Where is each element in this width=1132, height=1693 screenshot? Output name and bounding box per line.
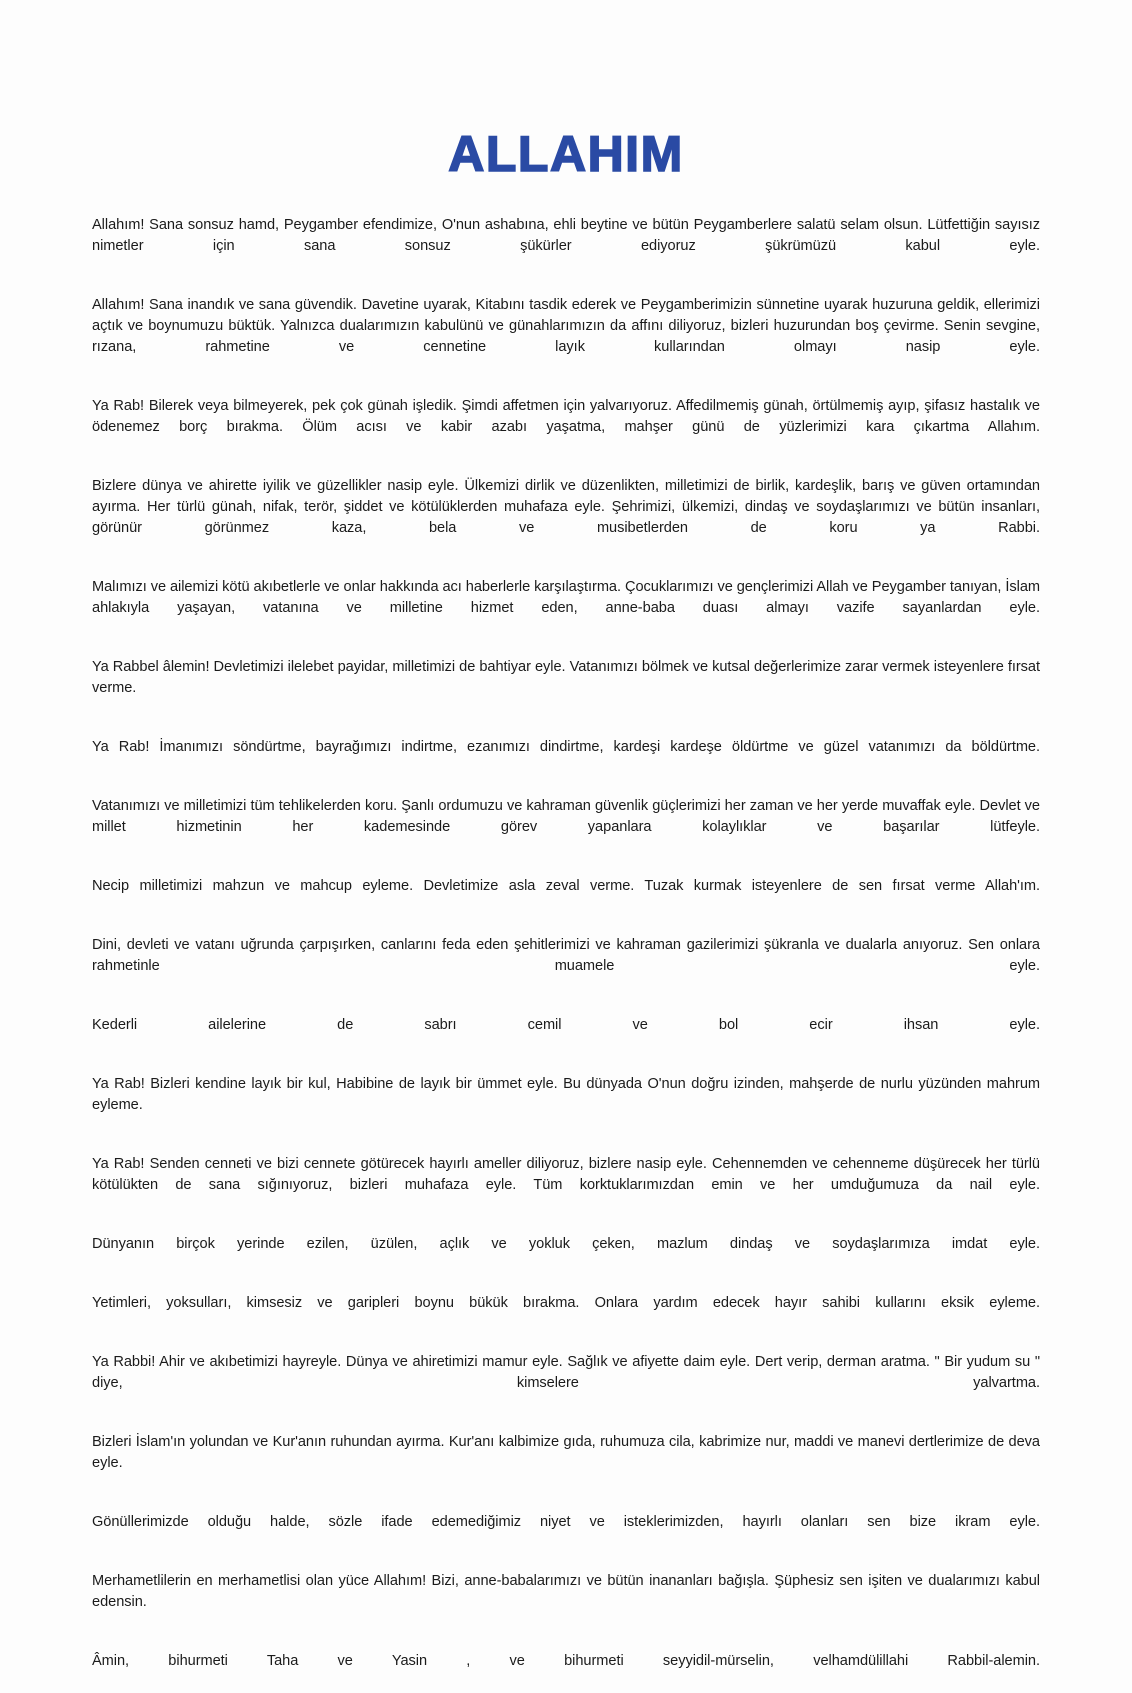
- body-paragraph: Allahım! Sana sonsuz hamd, Peygamber efendimize, O'nun ashabına, ehli beytine ve bütün Peygamberlere salatü selam olsun. Lütfettiğin sayısız nimetler için sana sonsuz şükürler ediyoruz şükrümüzü kabul eyle.: [92, 216, 1040, 254]
- body-paragraph: Ya Rab! Senden cenneti ve bizi cennete götürecek hayırlı ameller diliyoruz, bizlere nasip eyle. Cehennemden ve cehenneme düşürecek her türlü kötülükten de sana sığınıyoruz, bizleri muhafaza eyle. Tüm korktuklarımızdan emin ve her umduğumuza da nail eyle.: [92, 1155, 1040, 1193]
- body-paragraph: Merhametlilerin en merhametlisi olan yüce Allahım! Bizi, anne-babalarımızı ve bütün inananları bağışla. Şüphesiz sen işiten ve dualarımızı kabul edensin.: [92, 1572, 1040, 1610]
- body-paragraph: Ya Rabbi! Ahir ve akıbetimizi hayreyle. Dünya ve ahiretimizi mamur eyle. Sağlık ve afiyette daim eyle. Dert verip, derman aratma. " Bir yudum su " diye, kimselere yalvartma.: [92, 1353, 1040, 1391]
- document-body: [92, 215, 1040, 1693]
- body-paragraph: Allahım! Sana inandık ve sana güvendik. Davetine uyarak, Kitabını tasdik ederek ve Peygamberimizin sünnetine uyarak huzuruna geldik, ellerimizi açtık ve boynumuzu büktük. Yalnızca dualarımızın kabulünü ve günahlarımızın da affını diliyoruz, bizleri huzurundan boş çevirme. Senin sevgine, rızana, rahmetine ve cennetine layık kullarından olmayı nasip eyle.: [92, 296, 1040, 355]
- body-paragraph: Ya Rab! Bilerek veya bilmeyerek, pek çok günah işledik. Şimdi affetmen için yalvarıyoruz. Affedilmemiş günah, örtülmemiş ayıp, şifasız hastalık ve ödenemez borç bırakma. Ölüm acısı ve kabir azabı yaşatma, mahşer günü de yüzlerimizi kara çıkartma Allahım.: [92, 397, 1040, 435]
- body-paragraph: Gönüllerimizde olduğu halde, sözle ifade edemediğimiz niyet ve isteklerimizden, hayırlı olanları sen bize ikram eyle.: [92, 1513, 1040, 1530]
- body-paragraph: Vatanımızı ve milletimizi tüm tehlikelerden koru. Şanlı ordumuzu ve kahraman güvenlik güçlerimizi her zaman ve her yerde muvaffak eyle. Devlet ve millet hizmetinin her kademesinde görev yapanlara kolaylıklar ve başarılar lütfeyle.: [92, 797, 1040, 835]
- body-paragraph: Ya Rabbel âlemin! Devletimizi ilelebet payidar, milletimizi de bahtiyar eyle. Vatanımızı bölmek ve kutsal değerlerimize zarar vermek isteyenlere fırsat verme.: [92, 658, 1040, 696]
- body-paragraph: Ya Rab! İmanımızı söndürtme, bayrağımızı indirtme, ezanımızı dindirtme, kardeşi kardeşe öldürtme ve güzel vatanımızı da böldürtme.: [92, 738, 1040, 755]
- body-paragraph: Âmin, bihurmeti Taha ve Yasin , ve bihurmeti seyyidil-mürselin, velhamdülillahi Rabbil-alemin.: [92, 1652, 1040, 1669]
- body-paragraph: Kederli ailelerine de sabrı cemil ve bol ecir ihsan eyle.: [92, 1016, 1040, 1033]
- body-paragraph: Dünyanın birçok yerinde ezilen, üzülen, açlık ve yokluk çeken, mazlum dindaş ve soydaşlarımıza imdat eyle.: [92, 1235, 1040, 1252]
- body-paragraph: Yetimleri, yoksulları, kimsesiz ve garipleri boynu bükük bırakma. Onlara yardım edecek hayır sahibi kullarını eksik eyleme.: [92, 1294, 1040, 1311]
- body-paragraph: Malımızı ve ailemizi kötü akıbetlerle ve onlar hakkında acı haberlerle karşılaştırma. Çocuklarımızı ve gençlerimizi Allah ve Peygamber tanıyan, İslam ahlakıyla yaşayan, vatanına ve milletine hizmet eden, anne-baba duası almayı vazife sayanlardan eyle.: [92, 578, 1040, 616]
- body-paragraph: Necip milletimizi mahzun ve mahcup eyleme. Devletimize asla zeval verme. Tuzak kurmak isteyenlere de sen fırsat verme Allah'ım.: [92, 877, 1040, 894]
- body-paragraph: Dini, devleti ve vatanı uğrunda çarpışırken, canlarını feda eden şehitlerimizi ve kahraman gazilerimizi şükranla ve dualarla anıyoruz. Sen onlara rahmetinle muamele eyle.: [92, 936, 1040, 974]
- body-paragraph: Bizlere dünya ve ahirette iyilik ve güzellikler nasip eyle. Ülkemizi dirlik ve düzenlikten, milletimizi de birlik, kardeşlik, barış ve güven ortamından ayırma. Her türlü günah, nifak, terör, şiddet ve kötülüklerden muhafaza eyle. Şehrimizi, ülkemizi, dindaş ve soydaşlarımızı ve bütün insanları, görünür görünmez kaza, bela ve musibetlerden de koru ya Rabbi.: [92, 477, 1040, 536]
- body-paragraph: Ya Rab! Bizleri kendine layık bir kul, Habibine de layık bir ümmet eyle. Bu dünyada O'nun doğru izinden, mahşerde de nurlu yüzünden mahrum eyleme.: [92, 1075, 1040, 1113]
- page-title: ALLAHIM: [448, 126, 684, 182]
- body-paragraph: Bizleri İslam'ın yolundan ve Kur'anın ruhundan ayırma. Kur'anı kalbimize gıda, ruhumuza cila, kabrimize nur, maddi ve manevi dertlerimize de deva eyle.: [92, 1433, 1040, 1471]
